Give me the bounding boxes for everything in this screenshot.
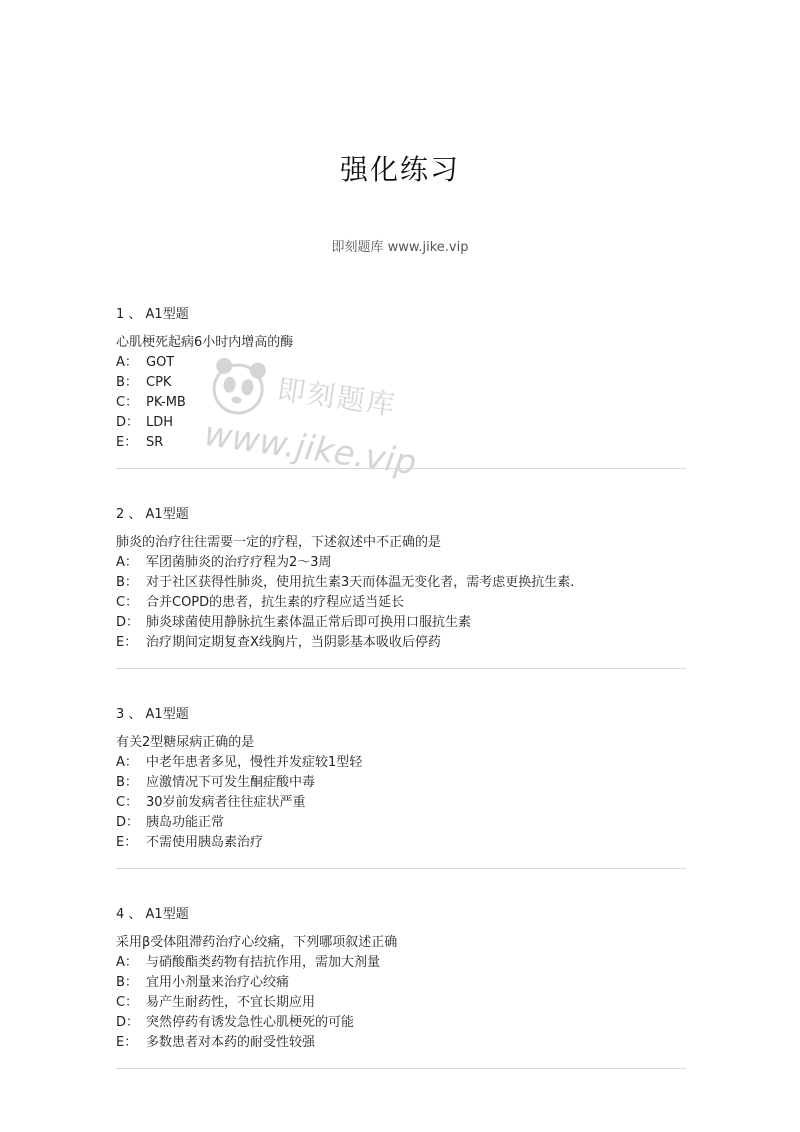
question-stem: 肺炎的治疗往往需要一定的疗程，下述叙述中不正确的是 [116, 535, 442, 550]
option-text: 胰岛功能正常 [146, 815, 225, 830]
option-e [116, 633, 686, 653]
option-letter: B： [116, 575, 138, 590]
option-letter: E： [116, 835, 138, 850]
option-c [116, 793, 686, 813]
option-a [116, 353, 686, 373]
question-1 [116, 305, 686, 453]
option-text: 30岁前发病者往往症状严重 [146, 795, 306, 810]
option-letter: B： [116, 775, 138, 790]
page-subtitle: 即刻题库 www.jike.vip [331, 240, 469, 255]
option-letter: C： [116, 395, 139, 410]
option-d [116, 613, 686, 633]
option-e [116, 833, 686, 853]
option-text: 肺炎球菌使用静脉抗生素体温正常后即可换用口服抗生素 [146, 615, 472, 630]
option-text: 治疗期间定期复查X线胸片，当阴影基本吸收后停药 [146, 635, 441, 650]
option-letter: D： [116, 1015, 140, 1030]
option-letter: A： [116, 755, 138, 770]
option-text: 军团菌肺炎的治疗疗程为2～3周 [146, 555, 332, 570]
option-letter: B： [116, 975, 138, 990]
page-title: 强化练习 [339, 153, 460, 186]
option-text: 多数患者对本药的耐受性较强 [146, 1035, 316, 1050]
option-text: LDH [146, 415, 174, 430]
option-c [116, 993, 686, 1013]
question-2 [116, 505, 686, 653]
option-text: 应激情况下可发生酮症酸中毒 [146, 775, 316, 790]
option-letter: D： [116, 815, 140, 830]
option-letter: C： [116, 795, 139, 810]
divider [116, 1068, 686, 1069]
option-c [116, 393, 686, 413]
option-a [116, 753, 686, 773]
option-text: 与硝酸酯类药物有拮抗作用，需加大剂量 [146, 955, 381, 970]
option-letter: D： [116, 615, 140, 630]
option-d [116, 1013, 686, 1033]
option-text: 突然停药有诱发急性心肌梗死的可能 [146, 1015, 355, 1030]
option-letter: B： [116, 375, 138, 390]
question-header: 2 、 A1型题 [116, 507, 189, 522]
watermark-text-url: www.jike.vip [201, 413, 419, 484]
option-d [116, 813, 686, 833]
option-letter: C： [116, 995, 139, 1010]
option-letter: C： [116, 595, 139, 610]
option-text: GOT [146, 355, 175, 370]
option-b [116, 373, 686, 393]
option-b [116, 973, 686, 993]
option-text: CPK [146, 375, 172, 390]
divider [116, 668, 686, 669]
option-text: PK-MB [146, 395, 186, 410]
option-b [116, 573, 686, 593]
option-text: 合并COPD的患者，抗生素的疗程应适当延长 [146, 595, 405, 610]
question-header: 3 、 A1型题 [116, 707, 189, 722]
option-letter: A： [116, 555, 138, 570]
question-stem: 有关2型糖尿病正确的是 [116, 735, 255, 750]
divider [116, 468, 686, 469]
question-4 [116, 905, 686, 1053]
option-c [116, 593, 686, 613]
question-stem: 采用β受体阻滞药治疗心绞痛，下列哪项叙述正确 [116, 935, 398, 950]
question-header: 4 、 A1型题 [116, 907, 189, 922]
question-3 [116, 705, 686, 853]
divider [116, 868, 686, 869]
option-text: SR [146, 435, 164, 450]
option-letter: E： [116, 1035, 138, 1050]
option-a [116, 953, 686, 973]
option-a [116, 553, 686, 573]
option-letter: A： [116, 955, 138, 970]
question-header: 1 、 A1型题 [116, 307, 189, 322]
option-e [116, 1033, 686, 1053]
option-text: 对于社区获得性肺炎，使用抗生素3天而体温无变化者，需考虑更换抗生素. [146, 575, 575, 590]
option-letter: A： [116, 355, 138, 370]
option-text: 宜用小剂量来治疗心绞痛 [146, 975, 290, 990]
option-text: 中老年患者多见，慢性并发症较1型轻 [146, 755, 363, 770]
question-stem: 心肌梗死起病6小时内增高的酶 [116, 335, 294, 350]
option-letter: E： [116, 635, 138, 650]
watermark-text-brand: 即刻题库 [275, 372, 399, 423]
option-e [116, 433, 686, 453]
option-letter: D： [116, 415, 140, 430]
option-letter: E： [116, 435, 138, 450]
option-text: 易产生耐药性，不宜长期应用 [146, 995, 316, 1010]
option-d [116, 413, 686, 433]
option-b [116, 773, 686, 793]
option-text: 不需使用胰岛素治疗 [146, 835, 264, 850]
